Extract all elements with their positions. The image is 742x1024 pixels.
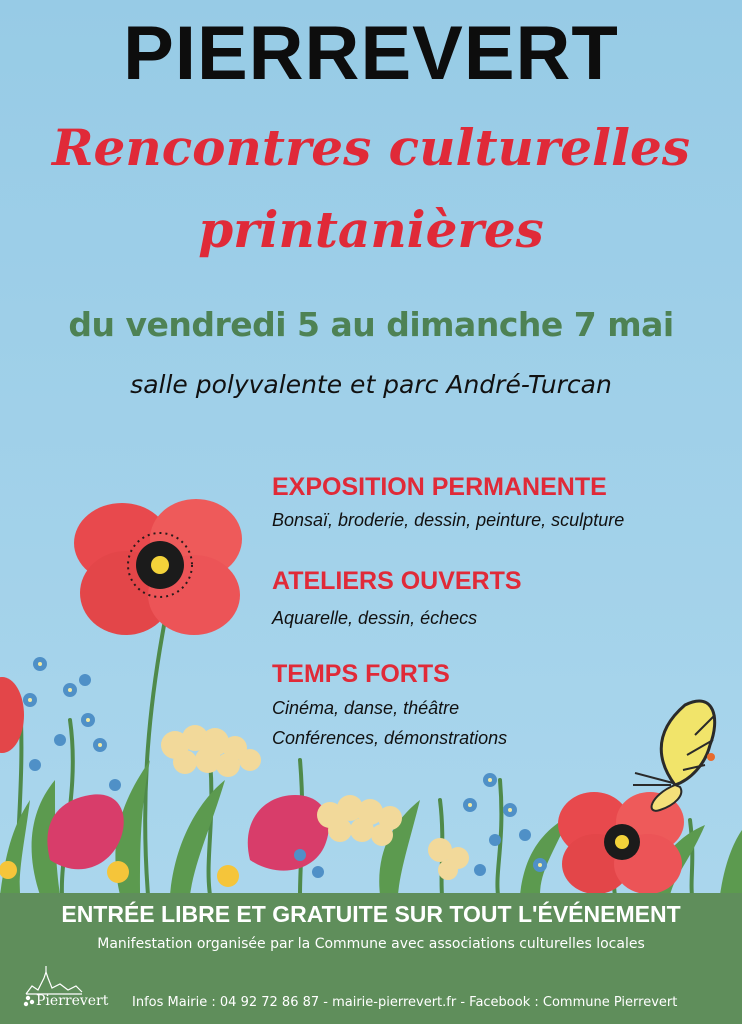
free-entry-headline: ENTRÉE LIBRE ET GRATUITE SUR TOUT L'ÉVÉNEMENT xyxy=(61,901,681,927)
section-item-highlights-2: Conférences, démonstrations xyxy=(272,728,508,748)
organizer-note: Manifestation organisée par la Commune avec associations culturelles locales xyxy=(97,936,645,952)
contact-info: Infos Mairie : 04 92 72 86 87 - mairie-pierrevert.fr - Facebook : Commune Pierrevert xyxy=(132,995,678,1010)
section-item-workshops: Aquarelle, dessin, échecs xyxy=(272,608,478,628)
event-venue: salle polyvalente et parc André-Turcan xyxy=(130,370,612,399)
event-title-line1: Rencontres culturelles xyxy=(51,118,690,177)
event-dates: du vendredi 5 au dimanche 7 mai xyxy=(68,305,674,344)
section-item-exhibition: Bonsaï, broderie, dessin, peinture, sculpture xyxy=(272,510,625,530)
event-title-line2: printanières xyxy=(198,200,544,259)
section-item-highlights-1: Cinéma, danse, théâtre xyxy=(272,698,460,718)
section-heading-exhibition: EXPOSITION PERMANENTE xyxy=(272,473,607,501)
town-name: PIERREVERT xyxy=(123,11,619,96)
section-heading-workshops: ATELIERS OUVERTS xyxy=(272,567,522,595)
village-logo-text: Pierrevert xyxy=(36,993,109,1009)
section-heading-highlights: TEMPS FORTS xyxy=(272,660,450,688)
